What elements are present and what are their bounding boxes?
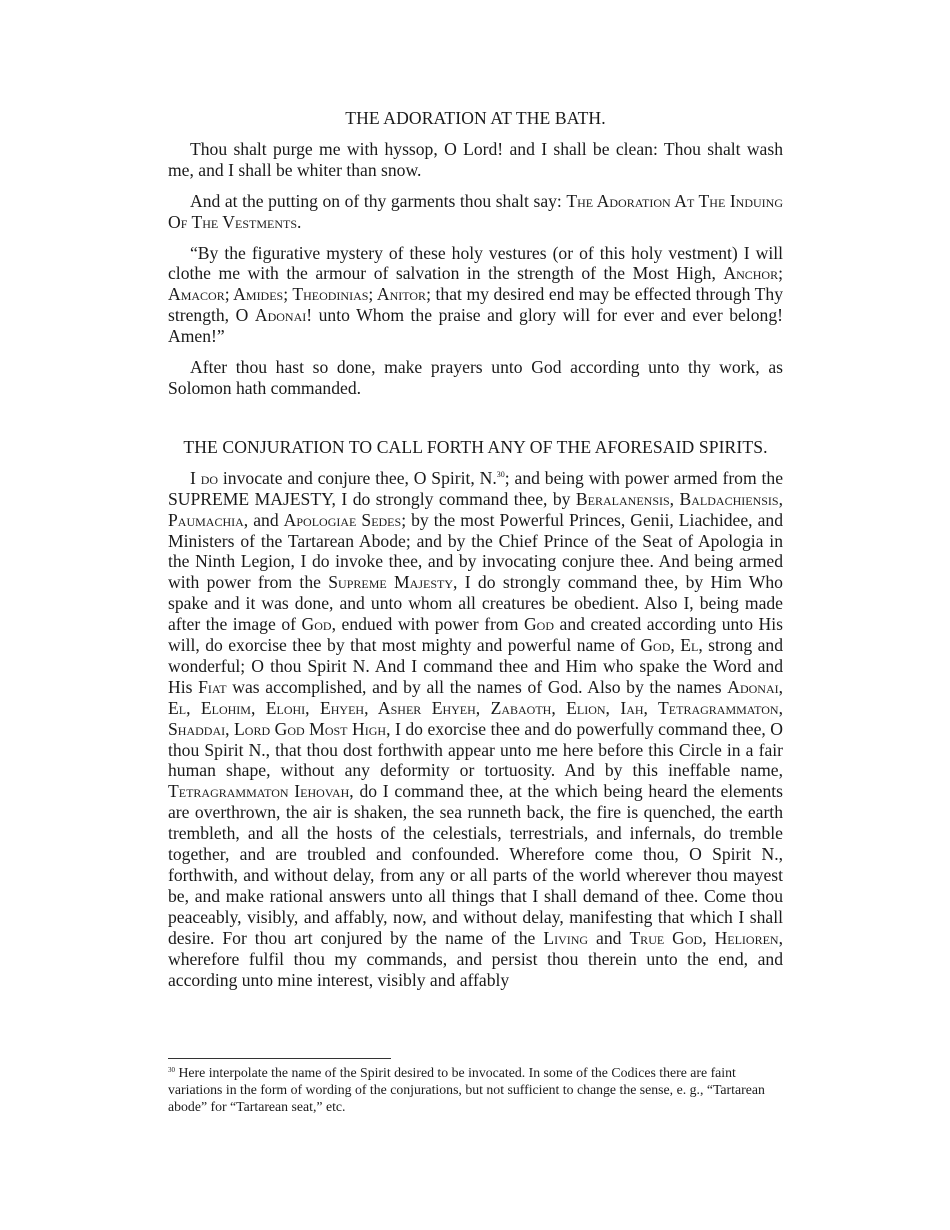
footnote-divider	[168, 1058, 391, 1059]
paragraph-vestment-prayer: “By the figurative mystery of these holy vestures (or of this holy vestment) I will clothe me with the armour of salvation in the strength of the Most High, Anchor; Amacor; Amides; Theodinias; Anitor; that my desired end may be effected through Thy strength, O Adonai! unto Whom the praise and glory will for ever and ever belong! Amen!”	[168, 242, 783, 347]
paragraph-prayers: After thou hast so done, make prayers unto God according unto thy work, as Solomon hath commanded.	[168, 357, 783, 398]
footnote-number: 30	[168, 1066, 175, 1074]
paragraph-garments: And at the putting on of thy garments thou shalt say: The Adoration At The Induing Of The Vestments.	[168, 190, 784, 232]
paragraph-hyssop: Thou shalt purge me with hyssop, O Lord! and I shall be clean: Thou shalt wash me, and I shall be whiter than snow.	[168, 138, 783, 180]
footnote-reference[interactable]: 30	[496, 469, 505, 479]
section-title-conjuration: THE CONJURATION TO CALL FORTH ANY OF THE AFORESAID SPIRITS.	[183, 436, 768, 457]
section-title-adoration: THE ADORATION AT THE BATH.	[345, 108, 606, 128]
divine-names: Anchor; Amacor; Amides; Theodinias; Anitor	[168, 263, 783, 305]
page-body	[168, 108, 783, 990]
paragraph-conjuration: I do invocate and conjure thee, O Spirit, N.$^{30}$; and being with power armed from the SUPREME MAJESTY, I do strongly command thee, by Beralanensis, Baldachiensis, Paumachia, and Apologiae Sedes; by the most Powerful Princes, Genii, Liachidee, and Ministers of the Tartarean Abode; and by the Chief Prince of the Seat of Apologia in the Ninth Legion, I do invoke thee, and by invocating conjure thee. And being armed with power from the Supreme Majesty, I do strongly command thee, by Him Who spake and it was done, and unto whom all creatures be obedient. Also I, being made after the image of God, endued with power from God and created according unto His will, do exorcise thee by that most mighty and powerful name of God, El, strong and wonderful; O thou Spirit N. And I command thee and Him who spake the Word and His Fiat was accomplished, and by all the names of God. Also by the names Adonai, El, Elohim, Elohi, Ehyeh, Asher Ehyeh, Zabaoth, Elion, Iah, Tetragrammaton, Shaddai, Lord God Most High, I do exorcise thee and do powerfully command thee, O thou Spirit N., that thou dost forthwith appear unto me here before this Circle in a fair human shape, without any deformity or tortuosity. And by this ineffable name, Tetragrammaton Iehovah, do I command thee, at the which being heard the elements are overthrown, the air is shaken, the sea runneth back, the fire is quenched, the earth trembleth, and all the hosts of the celestials, terrestrials, and infernals, do tremble together, and are troubled and confounded. Wherefore come thou, O Spirit N., forthwith, and without delay, from any or all parts of the world wherever thou mayest be, and make rational answers unto all things that I shall demand of thee. Come thou peaceably, visibly, and affably, now, and without delay, manifesting that which I shall desire. For thou art conjured by the name of the Living and True God, Helioren, wherefore fulfil thou my commands, and persist thou therein unto the end, and according unto mine interest, visibly and affably	[168, 467, 784, 990]
footnote-text: Here interpolate the name of the Spirit desired to be invocated. In some of the Codices there are faint variations in the form of wording of the conjurations, but not sufficient to change the sense, e. g., “Tartarean abode” for “Tartarean seat,” etc.	[168, 1065, 765, 1115]
footnote	[168, 1064, 768, 1116]
adonai-name: Adonai	[254, 305, 307, 326]
vestments-title: The Adoration At The Induing Of The Vestments	[168, 190, 784, 232]
